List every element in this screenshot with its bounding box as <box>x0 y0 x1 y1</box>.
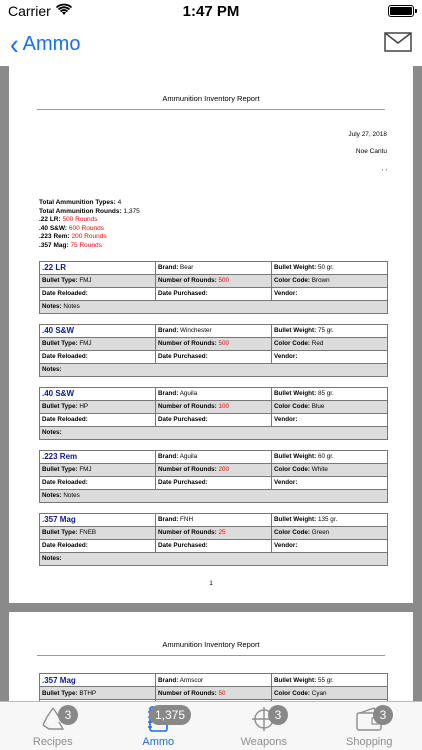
table-row <box>40 426 388 439</box>
table-row <box>40 337 388 350</box>
date-purchased-cell-label: Date Purchased: <box>158 479 208 487</box>
report-meta <box>9 126 413 177</box>
vendor-cell <box>272 476 388 489</box>
breakdown-caliber: .40 S&W: <box>39 224 68 232</box>
total-rounds: 1,375 <box>123 207 140 215</box>
color-code-cell <box>272 526 388 539</box>
notes-cell-value: Notes <box>63 303 80 311</box>
color-code-cell-value: Red <box>311 340 324 348</box>
report-preview[interactable] <box>0 66 422 701</box>
table-row <box>40 687 388 700</box>
notes-cell <box>40 426 388 439</box>
vendor-cell <box>272 539 388 552</box>
rounds-cell-value: 100 <box>218 403 230 411</box>
date-reloaded-cell-label: Date Reloaded: <box>42 353 88 361</box>
caliber-cell: .40 S&W <box>40 387 156 400</box>
bullet-type-cell-label: Bullet Type: <box>42 689 78 697</box>
navigation-bar <box>0 22 422 66</box>
bullet-weight-cell-label: Bullet Weight: <box>274 390 317 398</box>
color-code-cell <box>272 687 388 700</box>
ammo-entry-table <box>39 324 388 377</box>
breakdown-line <box>39 233 413 242</box>
bullet-weight-cell <box>272 324 388 337</box>
report-owner: Noe Cantu <box>355 148 387 155</box>
envelope-icon[interactable] <box>384 32 412 57</box>
report-address: , , <box>381 165 387 172</box>
vendor-cell <box>272 350 388 363</box>
bullet-weight-cell <box>272 387 388 400</box>
brand-cell-value: FNH <box>180 516 193 524</box>
tab-badge: 3 <box>373 705 393 725</box>
date-reloaded-cell <box>40 476 156 489</box>
table-row <box>40 300 388 313</box>
vendor-cell <box>272 287 388 300</box>
brand-cell-label: Brand: <box>158 453 179 461</box>
bullet-type-cell-label: Bullet Type: <box>42 529 78 537</box>
date-reloaded-cell-label: Date Reloaded: <box>42 542 88 550</box>
table-row <box>40 450 388 463</box>
carrier-label: Carrier <box>8 3 51 19</box>
brand-cell-value: Aguila <box>179 453 198 461</box>
bullet-type-cell <box>40 526 156 539</box>
color-code-cell-value: Blue <box>311 403 325 411</box>
brand-cell-value: Aguila <box>179 390 198 398</box>
bullet-type-cell-value: FMJ <box>79 340 92 348</box>
date-purchased-cell <box>156 413 272 426</box>
vendor-cell-label: Vendor: <box>274 542 298 550</box>
table-row <box>40 274 388 287</box>
tab-recipes[interactable] <box>0 702 106 750</box>
notes-cell <box>40 363 388 376</box>
date-reloaded-cell <box>40 287 156 300</box>
rounds-cell <box>156 463 272 476</box>
tab-weapons[interactable] <box>211 702 317 750</box>
table-row <box>40 387 388 400</box>
ammo-entry-table <box>39 513 388 566</box>
table-row <box>40 674 388 687</box>
date-reloaded-cell <box>40 413 156 426</box>
caliber-cell: .357 Mag <box>40 674 156 687</box>
caliber-cell: .223 Rem <box>40 450 156 463</box>
ammo-entry-table <box>39 261 388 314</box>
bullet-type-cell-label: Bullet Type: <box>42 340 78 348</box>
rounds-cell-label: Number of Rounds: <box>158 529 217 537</box>
breakdown-caliber: .223 Rem: <box>39 233 70 241</box>
bullet-weight-cell-label: Bullet Weight: <box>274 453 317 461</box>
color-code-cell-label: Color Code: <box>274 340 311 348</box>
color-code-cell-label: Color Code: <box>274 529 311 537</box>
back-button-label: Ammo <box>22 32 81 55</box>
brand-cell-value: Winchester <box>180 327 212 335</box>
color-code-cell-label: Color Code: <box>274 277 311 285</box>
report-title-page-2: Ammunition Inventory Report <box>162 640 260 649</box>
vendor-cell-label: Vendor: <box>274 290 298 298</box>
rounds-cell <box>156 400 272 413</box>
brand-cell-label: Brand: <box>158 516 179 524</box>
rounds-cell-value: 200 <box>218 466 230 474</box>
bullet-weight-cell-label: Bullet Weight: <box>274 264 317 272</box>
rounds-cell <box>156 337 272 350</box>
tab-badge: 3 <box>268 705 288 725</box>
color-code-cell <box>272 274 388 287</box>
report-page-1 <box>9 66 413 603</box>
notes-cell-label: Notes: <box>42 429 62 437</box>
brand-cell <box>156 674 272 687</box>
date-purchased-cell-label: Date Purchased: <box>158 542 208 550</box>
breakdown-caliber: .22 LR: <box>39 216 61 224</box>
ammo-entry-table <box>39 450 388 503</box>
color-code-cell-value: Brown <box>311 277 330 285</box>
bullet-type-cell <box>40 274 156 287</box>
brand-cell-label: Brand: <box>158 390 179 398</box>
rounds-cell-label: Number of Rounds: <box>158 340 217 348</box>
brand-cell-label: Brand: <box>158 327 179 335</box>
date-purchased-cell <box>156 476 272 489</box>
notes-cell-label: Notes: <box>42 555 62 563</box>
notes-cell-label: Notes: <box>42 492 62 500</box>
color-code-cell <box>272 400 388 413</box>
bullet-weight-cell-value: 75 gr. <box>317 327 334 335</box>
color-code-cell-value: Green <box>311 529 330 537</box>
total-types: 4 <box>117 199 122 206</box>
notes-cell <box>40 552 388 565</box>
rounds-cell-value: 25 <box>218 529 226 537</box>
breakdown-line <box>39 216 413 225</box>
title-divider <box>37 655 385 656</box>
brand-cell-value: Armscor <box>179 676 204 684</box>
brand-cell-value: Bear <box>180 264 194 272</box>
bullet-weight-cell-value: 55 gr. <box>317 676 334 684</box>
bullet-type-cell <box>40 337 156 350</box>
date-reloaded-cell-label: Date Reloaded: <box>42 479 88 487</box>
bullet-weight-cell-label: Bullet Weight: <box>274 676 317 684</box>
tab-badge: 1,375 <box>149 705 191 725</box>
tab-bar <box>0 701 422 750</box>
brand-cell <box>156 261 272 274</box>
color-code-cell <box>272 337 388 350</box>
rounds-cell <box>156 274 272 287</box>
status-bar <box>0 0 422 22</box>
date-purchased-cell <box>156 350 272 363</box>
bullet-type-cell-value: FNEB <box>79 529 97 537</box>
rounds-cell-value: 500 <box>218 340 230 348</box>
caliber-cell: .40 S&W <box>40 324 156 337</box>
notes-cell <box>40 300 388 313</box>
table-row <box>40 513 388 526</box>
table-row <box>40 463 388 476</box>
bullet-type-cell-label: Bullet Type: <box>42 403 78 411</box>
bullet-weight-cell-value: 135 gr. <box>317 516 338 524</box>
vendor-cell-label: Vendor: <box>274 416 298 424</box>
status-time: 1:47 PM <box>182 2 240 20</box>
date-reloaded-cell <box>40 350 156 363</box>
bullet-weight-cell-label: Bullet Weight: <box>274 516 317 524</box>
color-code-cell-label: Color Code: <box>274 466 311 474</box>
color-code-cell-label: Color Code: <box>274 403 311 411</box>
brand-cell <box>156 450 272 463</box>
bullet-weight-cell-value: 85 gr. <box>317 390 334 398</box>
bullet-type-cell-label: Bullet Type: <box>42 466 78 474</box>
notes-cell-label: Notes: <box>42 366 62 374</box>
rounds-cell-label: Number of Rounds: <box>158 689 217 697</box>
color-code-cell <box>272 463 388 476</box>
date-purchased-cell-label: Date Purchased: <box>158 353 208 361</box>
tab-badge: 3 <box>58 705 78 725</box>
date-reloaded-cell-label: Date Reloaded: <box>42 416 88 424</box>
bullet-weight-cell <box>272 261 388 274</box>
breakdown-rounds: 75 Rounds <box>70 241 102 249</box>
table-row <box>40 350 388 363</box>
vendor-cell <box>272 413 388 426</box>
bullet-type-cell <box>40 463 156 476</box>
bullet-type-cell-value: BTHP <box>79 689 97 697</box>
rounds-cell-value: 50 <box>218 689 226 697</box>
table-row <box>40 261 388 274</box>
brand-cell-label: Brand: <box>158 676 179 684</box>
breakdown-rounds: 200 Rounds <box>71 233 107 241</box>
table-row <box>40 552 388 565</box>
vendor-cell-label: Vendor: <box>274 353 298 361</box>
table-row <box>40 413 388 426</box>
table-row <box>40 489 388 502</box>
bullet-type-cell <box>40 400 156 413</box>
color-code-cell-value: Cyan <box>311 689 327 697</box>
table-row <box>40 476 388 489</box>
breakdown-rounds: 600 Rounds <box>68 224 104 232</box>
bullet-weight-cell-value: 50 gr. <box>317 264 334 272</box>
page-number: 1 <box>209 579 213 587</box>
chevron-left-icon: ‹ <box>10 27 19 61</box>
tab-shopping[interactable] <box>317 702 422 750</box>
bullet-type-cell-label: Bullet Type: <box>42 277 78 285</box>
rounds-cell-label: Number of Rounds: <box>158 403 217 411</box>
breakdown-line <box>39 225 413 234</box>
bullet-weight-cell <box>272 674 388 687</box>
color-code-cell-label: Color Code: <box>274 689 311 697</box>
date-purchased-cell <box>156 539 272 552</box>
table-row <box>40 400 388 413</box>
rounds-cell-label: Number of Rounds: <box>158 466 217 474</box>
notes-cell-value: Notes <box>63 492 80 500</box>
breakdown-line <box>39 242 413 251</box>
tab-label: Shopping <box>346 736 393 748</box>
totals-summary: Total Ammunition Types: 4 Total Ammunition Rounds: 1,375 .22 LR: 500 Rounds .40 S&W: 600 Rounds .223 Rem: 200 Rounds .357 Mag: 75 Rounds <box>9 199 413 251</box>
notes-cell <box>40 489 388 502</box>
tab-label: Recipes <box>32 736 73 748</box>
table-row <box>40 539 388 552</box>
ammo-entry-table <box>39 387 388 440</box>
bullet-weight-cell-label: Bullet Weight: <box>274 327 317 335</box>
color-code-cell-value: White <box>311 466 328 474</box>
table-row <box>40 526 388 539</box>
rounds-cell-value: 500 <box>218 277 230 285</box>
bullet-type-cell-value: FMJ <box>79 466 92 474</box>
rounds-cell <box>156 687 272 700</box>
bullet-weight-cell <box>272 513 388 526</box>
report-title: Ammunition Inventory Report <box>162 94 260 103</box>
bullet-weight-cell-value: 60 gr. <box>317 453 334 461</box>
caliber-cell: .357 Mag <box>40 513 156 526</box>
table-row <box>40 287 388 300</box>
tab-label: Ammo <box>142 736 175 748</box>
battery-icon <box>388 5 414 17</box>
tab-label: Weapons <box>240 736 287 748</box>
table-row <box>40 324 388 337</box>
date-purchased-cell-label: Date Purchased: <box>158 290 208 298</box>
back-button[interactable] <box>10 27 81 61</box>
table-row <box>40 363 388 376</box>
bullet-weight-cell <box>272 450 388 463</box>
rounds-cell <box>156 526 272 539</box>
date-purchased-cell-label: Date Purchased: <box>158 416 208 424</box>
breakdown-rounds: 500 Rounds <box>62 216 98 224</box>
bullet-type-cell-value: HP <box>79 403 89 411</box>
notes-cell-label: Notes: <box>42 303 62 311</box>
title-divider <box>37 109 385 110</box>
brand-cell <box>156 324 272 337</box>
wifi-icon <box>56 3 72 19</box>
brand-cell <box>156 513 272 526</box>
bullet-type-cell-value: FMJ <box>79 277 92 285</box>
date-reloaded-cell <box>40 539 156 552</box>
rounds-cell-label: Number of Rounds: <box>158 277 217 285</box>
vendor-cell-label: Vendor: <box>274 479 298 487</box>
bullet-type-cell <box>40 687 156 700</box>
date-purchased-cell <box>156 287 272 300</box>
report-date: July 27, 2018 <box>348 131 387 138</box>
date-reloaded-cell-label: Date Reloaded: <box>42 290 88 298</box>
brand-cell <box>156 387 272 400</box>
caliber-cell: .22 LR <box>40 261 156 274</box>
brand-cell-label: Brand: <box>158 264 179 272</box>
breakdown-caliber: .357 Mag: <box>39 241 69 249</box>
